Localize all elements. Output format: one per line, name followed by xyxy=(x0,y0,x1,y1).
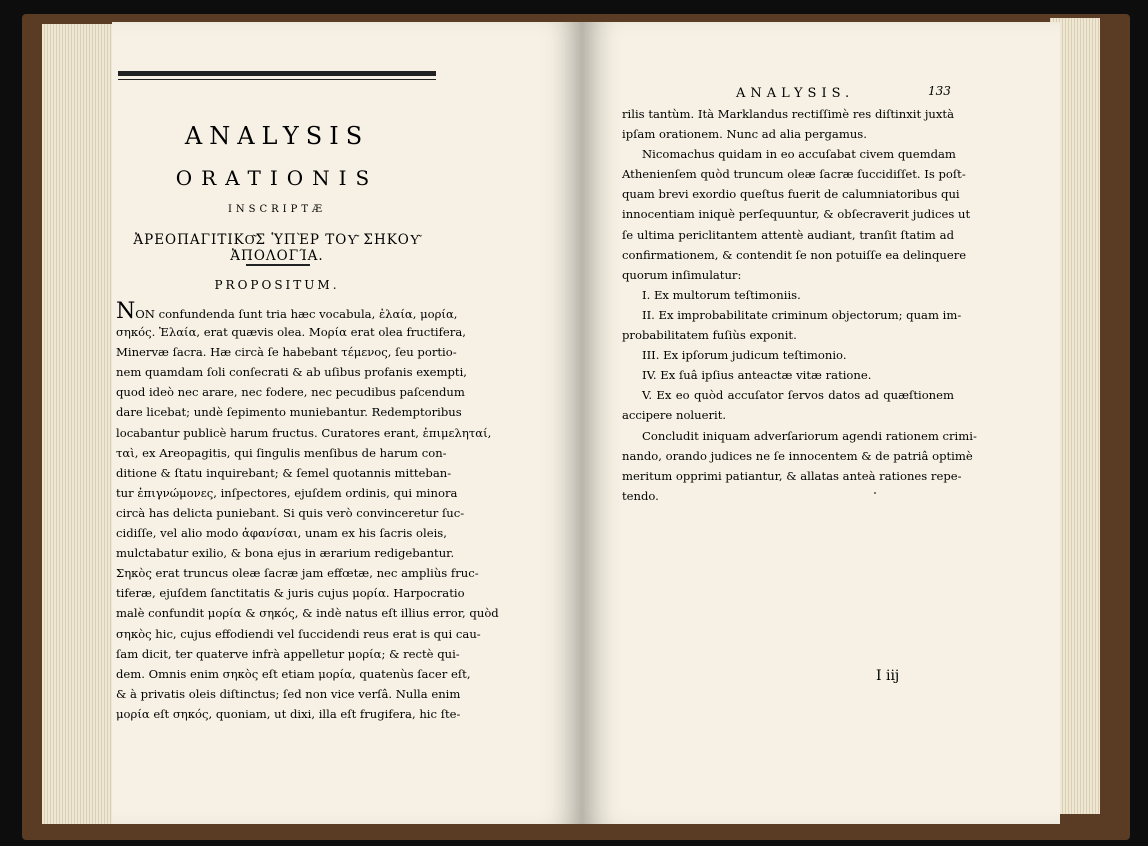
text-line: innocentiam iniquè perſequuntur, & obſecraverit judices ut xyxy=(622,207,971,222)
text-line: quam brevi exordio queſtus fuerit de calumniatoribus qui xyxy=(622,187,960,202)
text-line: ταὶ, ex Areopagitis, qui ſingulis menſibus de harum con- xyxy=(116,445,447,460)
text-line: malè confundit μορία & σηκός, & indè natus eſt illius error, quòd xyxy=(116,606,499,621)
right-page-body xyxy=(622,104,977,506)
paper-speck xyxy=(874,492,876,494)
text-line: nem quamdam ſoli conſecrati & ab uſibus profanis exempti, xyxy=(116,365,467,380)
text-line: Minervæ ſacra. Hæ circà ſe habebant τέμενος, ſeu portio- xyxy=(116,345,457,360)
text-line: & à privatis oleis diſtinctus; ſed non vice verſâ. Nulla enim xyxy=(116,686,461,701)
text-line: tendo. xyxy=(622,488,659,503)
text-line: ſam dicit, ter quaterve infrà appelletur μορία; & rectè qui- xyxy=(116,646,460,661)
text-line: Athenienſem quòd truncum oleæ ſacræ ſuccidiſſet. Is poſt- xyxy=(622,167,966,182)
title-rule-thick xyxy=(118,71,436,76)
text-line: Σηκὸς erat truncus oleæ ſacræ jam effœtæ, nec ampliùs fruc- xyxy=(116,566,479,581)
left-page-body xyxy=(116,299,499,724)
greek-title: ἈΡΕΟΠΑΓΙΤΙΚΟ͂Σ ὙΠῈΡ ΤΟΥ͂ ΣΗΚΟΥ͂ ἈΠΟΛΟΓΊΑ. xyxy=(133,232,421,264)
text-line: quorum inſimulatur: xyxy=(622,267,742,282)
text-line: ſe ultima periclitantem attentè audiant, tranſit ſtatim ad xyxy=(622,227,954,242)
text-line: Nicomachus quidam in eo accuſabat civem quemdam xyxy=(642,147,956,162)
list-item: V. Ex eo quòd accuſator ſervos datos ad quæſtionem xyxy=(642,388,954,403)
text-line: meritum opprimi patiantur, & allatas anteà rationes repe- xyxy=(622,468,962,483)
text-line: Concludit iniquam adverſariorum agendi rationem crimi- xyxy=(642,428,977,443)
list-item: IV. Ex ſuâ ipſius anteactæ vitæ ratione. xyxy=(642,368,872,383)
section-heading: PROPOSITUM. xyxy=(214,278,340,292)
text-line: tiferæ, ejuſdem ſanctitatis & juris cujus μορία. Harpocratio xyxy=(116,586,465,601)
title-rule-thin xyxy=(118,79,436,80)
text-line: quod ideò nec arare, nec fodere, nec pecudibus paſcendum xyxy=(116,385,465,400)
text-line: mulctabatur exilio, & bona ejus in ærarium redigebantur. xyxy=(116,546,455,561)
text-line: confirmationem, & contendit ſe non potuiſſe ea delinquere xyxy=(622,247,967,262)
text-line: nando, orando judices ne ſe innocentem & de patriâ optimè xyxy=(622,448,973,463)
text-line: σηκὸς hic, cujus effodiendi vel ſuccidendi reus erat is qui cau- xyxy=(116,626,481,641)
text-line: locabantur publicè harum fructus. Curatores erant, ἐπιμεληταί, xyxy=(116,425,492,440)
list-item: II. Ex improbabilitate criminum objectorum; quam im- xyxy=(642,307,962,322)
list-item: I. Ex multorum teſtimoniis. xyxy=(642,287,801,302)
text-line: ditione & ſtatu inquirebant; & ſemel quotannis mitteban- xyxy=(116,465,452,480)
text-line: accipere noluerit. xyxy=(622,408,727,423)
section-divider xyxy=(246,264,310,266)
list-item: III. Ex ipſorum judicum teſtimonio. xyxy=(642,348,847,363)
page-number: 133 xyxy=(928,84,951,98)
text-line: dem. Omnis enim σηκὸς eſt etiam μορία, quatenùs ſacer eſt, xyxy=(116,666,471,681)
page-title: ANALYSIS xyxy=(184,122,370,150)
signature-mark: I iij xyxy=(876,668,900,684)
text-line: dare licebat; undè ſepimento muniebantur. Redemptoribus xyxy=(116,405,462,420)
text-line: ipſam orationem. Nunc ad alia pergamus. xyxy=(622,127,867,142)
page-subtitle: ORATIONIS xyxy=(175,166,379,190)
text-line: circà has delicta puniebant. Si quis verò convinceretur ſuc- xyxy=(116,505,465,520)
text-line: rilis tantùm. Ità Marklandus rectiſſimè res diſtinxit juxtà xyxy=(622,107,954,121)
text-line: σηκός. Ἐλαία, erat quævis olea. Μορία erat olea fructifera, xyxy=(116,325,466,340)
text-line: μορία eſt σηκός, quoniam, ut dixi, illa eſt frugifera, hic ſte- xyxy=(116,706,461,721)
running-header: ANALYSIS. xyxy=(736,86,855,101)
text-line: tur ἐπιγνώμονες, inſpectores, ejuſdem ordinis, qui minora xyxy=(116,485,458,500)
text-line: cidiſſe, vel alio modo ἀφανίσαι, unam ex his ſacris oleis, xyxy=(116,526,447,541)
text-line: NON confundenda ſunt tria hæc vocabula, ἐλαία, μορία, xyxy=(116,299,458,324)
page-subtitle-small: INSCRIPTÆ xyxy=(227,204,327,215)
text-line: probabilitatem fuſiùs exponit. xyxy=(622,328,797,343)
